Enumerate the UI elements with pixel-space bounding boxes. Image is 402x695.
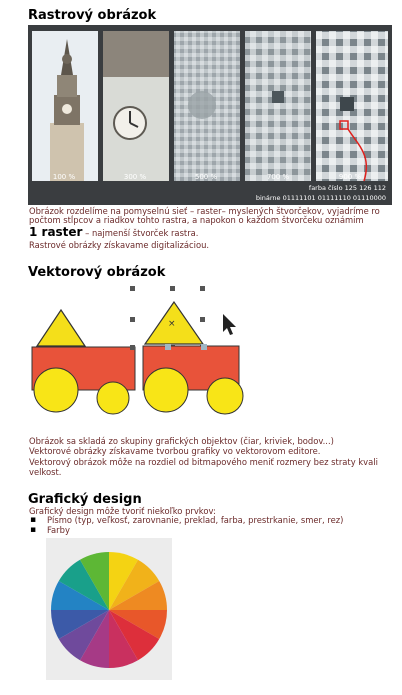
zoom-panel-100 — [32, 31, 98, 181]
zoom-label-100: 100 % — [52, 173, 76, 181]
raster-zoom-figure — [28, 25, 392, 205]
right-small-wheel — [207, 378, 243, 414]
raster-term-definition: – najmenší štvorček rastra. — [82, 228, 199, 238]
left-small-wheel — [97, 382, 129, 414]
raster-term-line — [29, 225, 198, 239]
vector-line2: Vektorové obrázky získavame tvorbou grafiky vo vektorovom editore. — [29, 446, 321, 456]
zoom-label-300: 300 % — [123, 173, 147, 181]
color-number-label: farba číslo 125 126 112 — [308, 184, 386, 192]
raster-term: 1 raster — [29, 225, 83, 239]
raster-digitization-line: Rastrové obrázky získavame digitalizáciou. — [29, 240, 210, 250]
design-heading: Grafický design — [28, 492, 142, 507]
left-big-wheel — [34, 368, 78, 412]
zoom-label-700: 700 % — [266, 173, 290, 181]
list-item — [29, 525, 343, 535]
list-item-text: Farby — [47, 525, 70, 535]
binary-label: binárne 01111101 01111110 01110000 — [255, 194, 386, 202]
right-big-wheel — [144, 368, 188, 412]
zoom-panel-900 — [316, 31, 388, 181]
design-intro: Grafický design môže tvoriť niekoľko prvkov: — [29, 506, 216, 516]
raster-paragraph-line2: počtom stĺpcov a riadkov tohto rastra, a napokon o každom štvorčeku oznámim — [29, 215, 364, 225]
color-wheel — [51, 552, 167, 668]
zoom-panel-500 — [174, 31, 240, 181]
vector-line3: Vektorový obrázok môže na rozdiel od bitmapového meniť rozmery bez straty kvali — [29, 457, 378, 467]
color-wheel-figure — [46, 538, 172, 680]
list-item-text: Písmo (typ, veľkosť, zarovnanie, preklad, farba, prestrkanie, smer, rez) — [47, 515, 344, 525]
vector-line1: Obrázok sa skladá zo skupiny grafických objektov (čiar, kriviek, bodov...) — [29, 436, 334, 446]
zoom-panel-700 — [245, 31, 311, 181]
svg-text:×: × — [168, 319, 176, 329]
zoom-panel-300 — [103, 31, 169, 181]
design-elements-list — [29, 515, 343, 535]
zoom-label-500: 500 % — [194, 173, 218, 181]
raster-heading: Rastrový obrázok — [28, 8, 157, 23]
zoom-label-900: 900 % — [338, 173, 362, 181]
vector-figure — [27, 280, 265, 430]
vector-line4: velkost. — [29, 467, 62, 477]
list-item — [29, 515, 343, 525]
raster-paragraph-line1: Obrázok rozdelíme na pomyselnú sieť – raster– myslených štvorčekov, vyjadríme ro — [29, 206, 380, 216]
vector-heading: Vektorový obrázok — [28, 265, 166, 280]
